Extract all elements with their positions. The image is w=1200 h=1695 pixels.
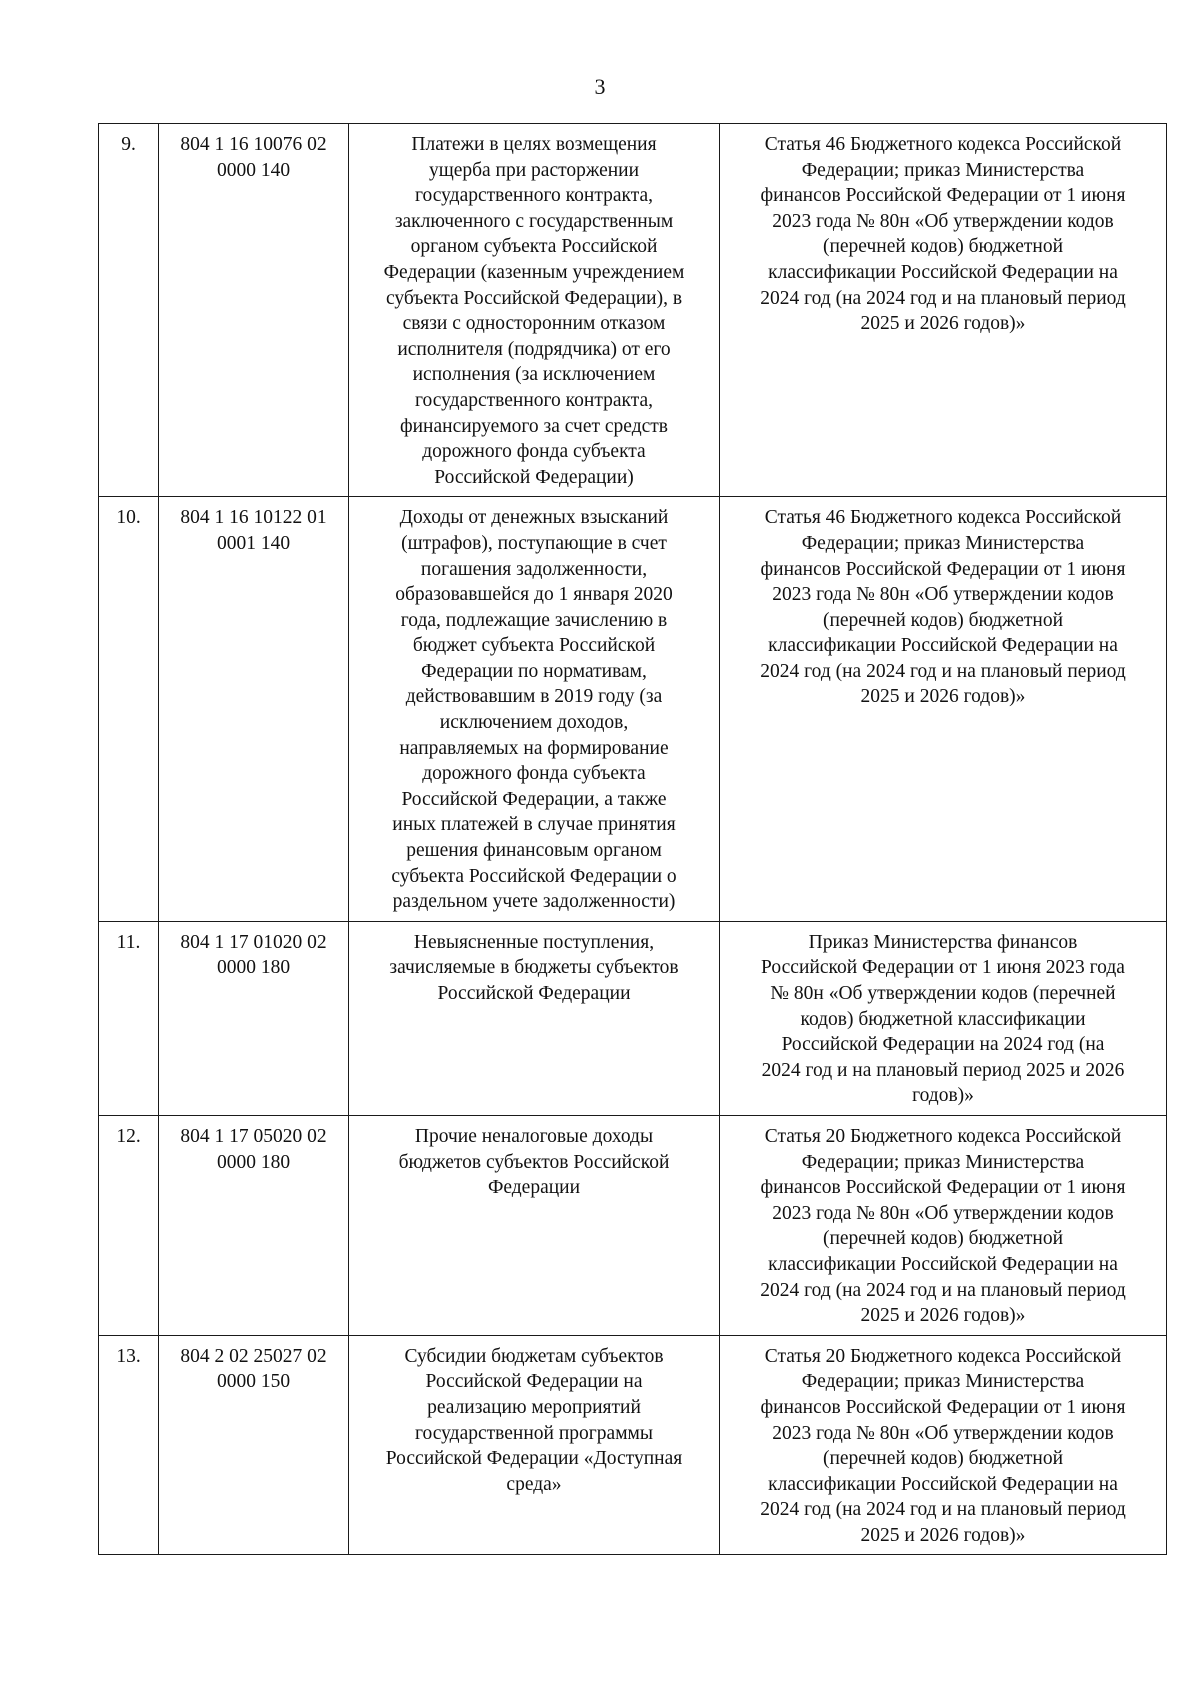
revenue-name-line: дорожного фонда субъекта [422,763,646,785]
revenue-name-line: государственной программы [415,1422,653,1444]
revenue-name-line: реализацию мероприятий [427,1396,641,1418]
legal-basis-line: финансов Российской Федерации от 1 июня [760,1396,1126,1418]
revenue-name-line: исполнения (за исключением [412,364,656,386]
page-number: 3 [594,74,606,99]
legal-basis-line: финансов Российской Федерации от 1 июня [760,185,1126,207]
revenue-name-line: Федерации (казенным учреждением [383,261,685,283]
row-number: 11. [99,921,159,1115]
legal-basis-line: 2024 год (на 2024 год и на плановый период [760,287,1126,309]
legal-basis-line: 2025 и 2026 годов)» [860,1305,1026,1327]
revenue-name-line: дорожного фонда субъекта [422,441,646,463]
revenue-name [349,1335,720,1555]
row-number: 10. [99,497,159,922]
budget-code-line: 0001 140 [216,532,291,554]
legal-basis-line: 2025 и 2026 годов)» [860,313,1026,335]
legal-basis-line: Статья 46 Бюджетного кодекса Российской [764,134,1122,155]
legal-basis-line: 2023 года № 80н «Об утверждении кодов [772,584,1114,606]
budget-code-line: 0000 140 [216,159,291,181]
legal-basis-line: (перечней кодов) бюджетной [822,1228,1064,1250]
revenue-name-line: государственного контракта, [414,185,654,207]
budget-code-line: 0000 180 [216,957,291,979]
budget-code-line: 804 1 16 10122 01 [180,507,327,529]
budget-code-line: 0000 180 [216,1151,291,1173]
revenue-name [349,497,720,922]
revenue-name-line: Российской Федерации [437,983,631,1004]
revenue-name-line: исполнителя (подрядчика) от его [397,338,671,360]
revenue-name-line: связи с односторонним отказом [402,313,666,335]
row-number: 9. [99,124,159,497]
revenue-name-line: заключенного с государственным [394,210,674,232]
revenue-name-line: (штрафов), поступающие в счет [401,532,667,554]
revenue-name [349,124,720,497]
legal-basis-line: Статья 46 Бюджетного кодекса Российской [764,507,1122,529]
legal-basis-line: финансов Российской Федерации от 1 июня [760,1177,1126,1199]
revenue-name-line: Российской Федерации на [425,1371,643,1393]
legal-basis-line: классификации Российской Федерации на [768,261,1118,283]
revenue-name-line: бюджетов субъектов Российской [398,1151,670,1173]
budget-code-line: 804 2 02 25027 02 [180,1345,327,1367]
budget-code-line: 804 1 17 05020 02 [180,1125,327,1147]
legal-basis-line: 2023 года № 80н «Об утверждении кодов [772,1422,1114,1444]
revenue-name-line: бюджет субъекта Российской [412,635,656,657]
budget-code-line: 804 1 17 01020 02 [180,931,327,953]
revenue-name-line: направляемых на формирование [399,737,669,759]
revenue-name-line: государственного контракта, [414,389,654,411]
legal-basis-line: Российской Федерации от 1 июня 2023 года [761,957,1125,979]
legal-basis-line: Приказ Министерства финансов [808,931,1078,953]
legal-basis-line: 2023 года № 80н «Об утверждении кодов [772,1202,1114,1224]
budget-code [159,124,349,497]
legal-basis-line: 2024 год и на плановый период 2025 и 2026 [761,1059,1125,1081]
budget-code [159,1115,349,1335]
legal-basis-line: Федерации; приказ Министерства [801,532,1085,554]
legal-basis [720,497,1167,922]
row-number: 13. [99,1335,159,1555]
revenue-name-line: Российской Федерации, а также [401,788,667,810]
legal-basis-line: классификации Российской Федерации на [768,1473,1118,1495]
revenue-name-line: субъекта Российской Федерации), в [385,287,683,309]
legal-basis-line: 2024 год (на 2024 год и на плановый период [760,1499,1126,1521]
table-row [99,124,1167,497]
revenue-name-line: Платежи в целях возмещения [411,134,657,155]
row-number: 12. [99,1115,159,1335]
legal-basis-line: № 80н «Об утверждении кодов (перечней [770,983,1116,1004]
table-row [99,921,1167,1115]
legal-basis-line: Статья 20 Бюджетного кодекса Российской [764,1345,1122,1367]
revenue-name-line: Невыясненные поступления, [413,931,655,953]
legal-basis-line: (перечней кодов) бюджетной [822,609,1064,631]
revenue-name-line: погашения задолженности, [420,558,648,580]
legal-basis-line: Статья 20 Бюджетного кодекса Российской [764,1125,1122,1147]
revenue-name-line: Доходы от денежных взысканий [399,507,669,529]
legal-basis-line: классификации Российской Федерации на [768,1253,1118,1275]
legal-basis [720,1115,1167,1335]
table-row [99,1335,1167,1555]
legal-basis-line: 2025 и 2026 годов)» [860,686,1026,708]
legal-basis [720,1335,1167,1555]
legal-basis-line: 2025 и 2026 годов)» [860,1524,1026,1546]
revenue-name-line: исключением доходов, [439,712,629,734]
revenue-name-line: действовавшим в 2019 году (за [405,686,663,708]
revenue-codes-table [98,123,1167,1555]
budget-code-line: 804 1 16 10076 02 [180,134,327,155]
revenue-name-line: субъекта Российской Федерации о [391,865,677,887]
legal-basis-line: 2024 год (на 2024 год и на плановый период [760,1279,1126,1301]
revenue-name-line: Субсидии бюджетам субъектов [404,1345,664,1367]
revenue-name-line: решения финансовым органом [406,840,662,862]
revenue-name-line: зачисляемые в бюджеты субъектов [389,957,679,979]
legal-basis-line: (перечней кодов) бюджетной [822,1448,1064,1470]
legal-basis-line: (перечней кодов) бюджетной [822,236,1064,258]
revenue-name-line: Прочие неналоговые доходы [414,1125,654,1147]
legal-basis-line: 2023 года № 80н «Об утверждении кодов [772,210,1114,232]
legal-basis-line: Федерации; приказ Министерства [801,1371,1085,1393]
revenue-name-line: Федерации по нормативам, [421,660,647,682]
legal-basis-line: Федерации; приказ Министерства [801,1151,1085,1173]
table-row [99,497,1167,922]
revenue-name-line: ущерба при расторжении [428,159,640,181]
revenue-name-line: Российской Федерации) [434,466,634,488]
legal-basis [720,921,1167,1115]
legal-basis-line: кодов) бюджетной классификации [800,1008,1086,1030]
revenue-name-line: Российской Федерации «Доступная [385,1448,683,1470]
revenue-name-line: финансируемого за счет средств [399,415,669,437]
budget-code-line: 0000 150 [216,1371,291,1393]
revenue-name [349,921,720,1115]
revenue-name-line: иных платежей в случае принятия [392,814,676,836]
legal-basis-line: финансов Российской Федерации от 1 июня [760,558,1126,580]
legal-basis-line: Российской Федерации на 2024 год (на [781,1034,1105,1056]
budget-code [159,921,349,1115]
table-row [99,1115,1167,1335]
budget-code [159,1335,349,1555]
legal-basis-line: Федерации; приказ Министерства [801,159,1085,181]
legal-basis [720,124,1167,497]
legal-basis-line: годов)» [912,1085,974,1107]
revenue-name-line: Федерации [487,1177,581,1199]
legal-basis-line: 2024 год (на 2024 год и на плановый период [760,660,1126,682]
revenue-name-line: органом субъекта Российской [410,236,658,258]
legal-basis-line: классификации Российской Федерации на [768,635,1118,657]
revenue-name-line: года, подлежащие зачислению в [400,609,668,631]
revenue-name-line: раздельном учете задолженности) [392,891,676,913]
revenue-name-line: образовавшейся до 1 января 2020 [395,584,673,606]
budget-code [159,497,349,922]
revenue-name [349,1115,720,1335]
revenue-name-line: среда» [506,1473,562,1495]
